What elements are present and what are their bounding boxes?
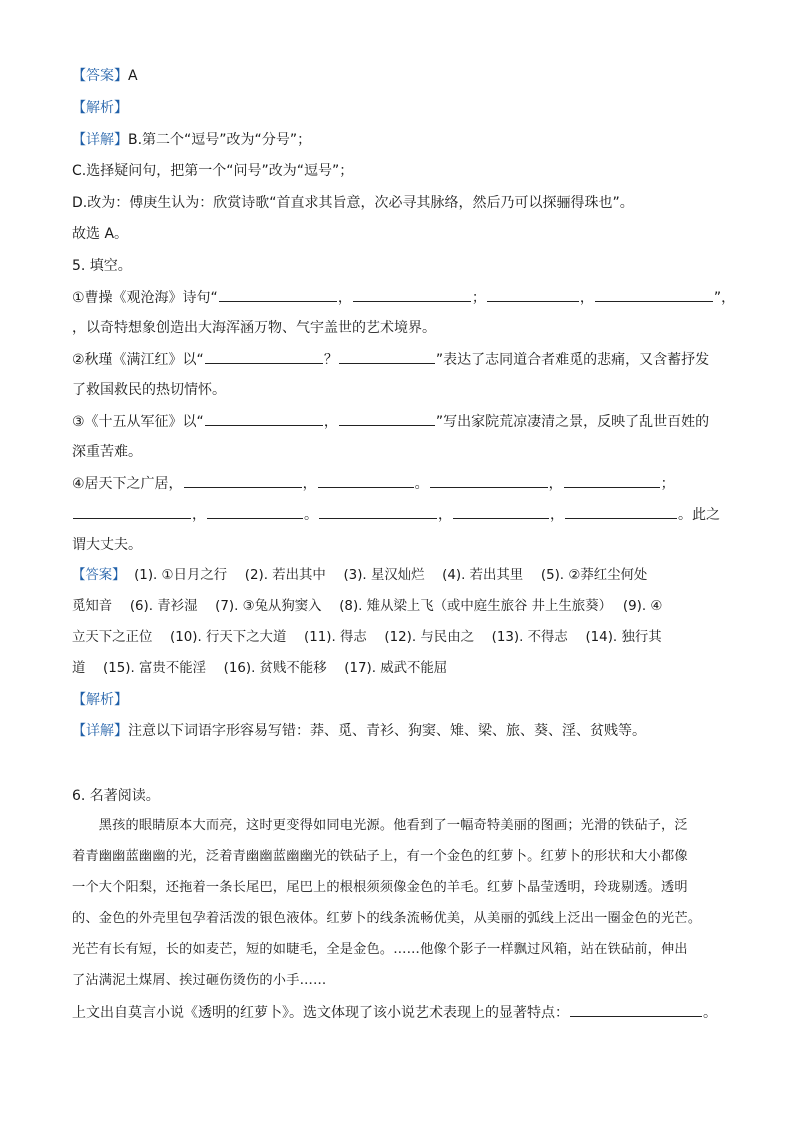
- answer-tag: 【答案】: [72, 568, 126, 583]
- q4-detail-d: D.改为：傅庚生认为：欣赏诗歌“首直求其旨意，次必寻其脉络，然后乃可以探骊得珠也”。: [72, 195, 634, 211]
- q5-item1-prefix: ①曹操《观沧海》诗句“: [72, 290, 218, 306]
- blank-field[interactable]: [205, 349, 323, 364]
- answer-value: A: [128, 68, 138, 84]
- blank-field[interactable]: [73, 504, 191, 519]
- blank-field[interactable]: [564, 473, 660, 488]
- q5-item4-prefix: ④居天下之广居，: [72, 476, 183, 492]
- q5-item3-tail: 深重苦难。: [72, 444, 142, 460]
- detail-text: B.第二个“逗号”改为“分号”；: [128, 132, 312, 148]
- blank-field[interactable]: [219, 287, 337, 302]
- q5-item1-tail: ，以奇特想象创造出大海浑涵万物、气宇盖世的艺术境界。: [72, 320, 436, 336]
- q5-item2-tail: 了救国救民的热切情怀。: [72, 382, 226, 398]
- q5-item3-suffix: ”写出家院荒凉凄清之景，反映了乱世百姓的: [435, 414, 710, 430]
- blank-field[interactable]: [565, 504, 677, 519]
- q5-item4-line2: ， 。 ， ， 。此之: [72, 504, 720, 525]
- q6-question-line: [72, 1002, 717, 1023]
- q4-answer-line: [72, 66, 138, 86]
- blank-field[interactable]: [339, 411, 435, 426]
- q6-passage-line: 的、金色的外壳里包孕着活泼的银色液体。红萝卜的线条流畅优美，从美丽的弧线上泛出一圈金色的光芒。: [72, 911, 702, 926]
- q5-item4-tail: 谓大丈夫。: [72, 537, 142, 553]
- q4-conclusion: 故选 A。: [72, 226, 129, 242]
- q5-item1-line: ①曹操《观沧海》诗句“ ， ； ， ”，: [72, 287, 735, 308]
- q6-passage-line: 一个大个阳梨，还拖着一条长尾巴，尾巴上的根根须须像金色的羊毛。红萝卜晶莹透明，玲珑剔透。透明: [72, 880, 688, 895]
- blank-field[interactable]: [184, 473, 302, 488]
- q4-detail-c: C.选择疑问句，把第一个“问号”改为“逗号”；: [72, 163, 354, 179]
- q6-passage-line: 着青幽幽蓝幽幽的光，泛着青幽幽蓝幽幽光的铁砧子上，有一个金色的红萝卜。红萝卜的形状和大小都像: [72, 849, 688, 864]
- blank-field[interactable]: [487, 287, 579, 302]
- blank-field[interactable]: [319, 504, 437, 519]
- blank-field[interactable]: [318, 473, 414, 488]
- blank-field[interactable]: [595, 287, 713, 302]
- blank-field[interactable]: [570, 1002, 702, 1017]
- q5-answer-line1: [72, 566, 647, 586]
- analysis-tag: 【解析】: [72, 692, 128, 708]
- blank-field[interactable]: [453, 504, 549, 519]
- q5-item2-line: ②秋瑾《满江红》以“ ？ ”表达了志同道合者难觅的悲痛，又含蓄抒发: [72, 349, 709, 370]
- q4-detail-b: [72, 130, 311, 150]
- detail-tag: 【详解】: [72, 723, 128, 739]
- q6-passage-line: 黑孩的眼睛原本大而亮，这时更变得如同电光源。他看到了一幅奇特美丽的图画；光滑的铁砧子，泛: [72, 818, 688, 833]
- q5-detail-line: [72, 721, 646, 741]
- blank-field[interactable]: [353, 287, 471, 302]
- q5-answer-line4: 道 (15). 富贵不能淫 (16). 贫贱不能移 (17). 威武不能屈: [72, 661, 448, 676]
- q5-item4-line: ④居天下之广居， ， 。 ， ；: [72, 473, 675, 494]
- answer-text: (1). ①日月之行 (2). 若出其中 (3). 星汉灿烂 (4). 若出其里 (5). ②莽红尘何处: [134, 568, 648, 583]
- q6-heading: 6. 名著阅读。: [72, 788, 160, 804]
- answer-tag: 【答案】: [72, 68, 128, 84]
- q5-item4-suffix: 此之: [692, 507, 720, 523]
- blank-field[interactable]: [339, 349, 435, 364]
- blank-field[interactable]: [205, 411, 323, 426]
- detail-text: 注意以下词语字形容易写错：莽、觅、青衫、狗窦、雉、梁、旅、葵、淫、贫贱等。: [128, 723, 646, 739]
- q5-item3-prefix: ③《十五从军征》以“: [72, 414, 204, 430]
- q5-answer-line2: 觅知音 (6). 青衫湿 (7). ③兔从狗窦入 (8). 雉从梁上飞（或中庭生旅谷 井上生旅葵） (9). ④: [72, 599, 663, 614]
- q5-item3-line: ③《十五从军征》以“ ， ”写出家院荒凉凄清之景，反映了乱世百姓的: [72, 411, 709, 432]
- analysis-tag: 【解析】: [72, 100, 128, 116]
- q6-question-end: 。: [703, 1005, 717, 1021]
- q5-item2-prefix: ②秋瑾《满江红》以“: [72, 352, 204, 368]
- q5-heading: 5. 填空。: [72, 258, 132, 274]
- blank-field[interactable]: [207, 504, 303, 519]
- blank-field[interactable]: [430, 473, 548, 488]
- q5-answer-line3: 立天下之正位 (10). 行天下之大道 (11). 得志 (12). 与民由之 (13). 不得志 (14). 独行其: [72, 630, 662, 645]
- q6-passage-line: 光芒有长有短，长的如麦芒，短的如睫毛，全是金色。……他像个影子一样飘过风箱，站在铁砧前，伸出: [72, 942, 688, 957]
- detail-tag: 【详解】: [72, 132, 128, 148]
- q5-item2-suffix: ”表达了志同道合者难觅的悲痛，又含蓄抒发: [435, 352, 710, 368]
- q6-passage-line: 了沾满泥土煤屑、挨过砸伤烫伤的小手……: [72, 973, 327, 988]
- q6-question-text: 上文出自莫言小说《透明的红萝卜》。选文体现了该小说艺术表现上的显著特点：: [72, 1005, 569, 1021]
